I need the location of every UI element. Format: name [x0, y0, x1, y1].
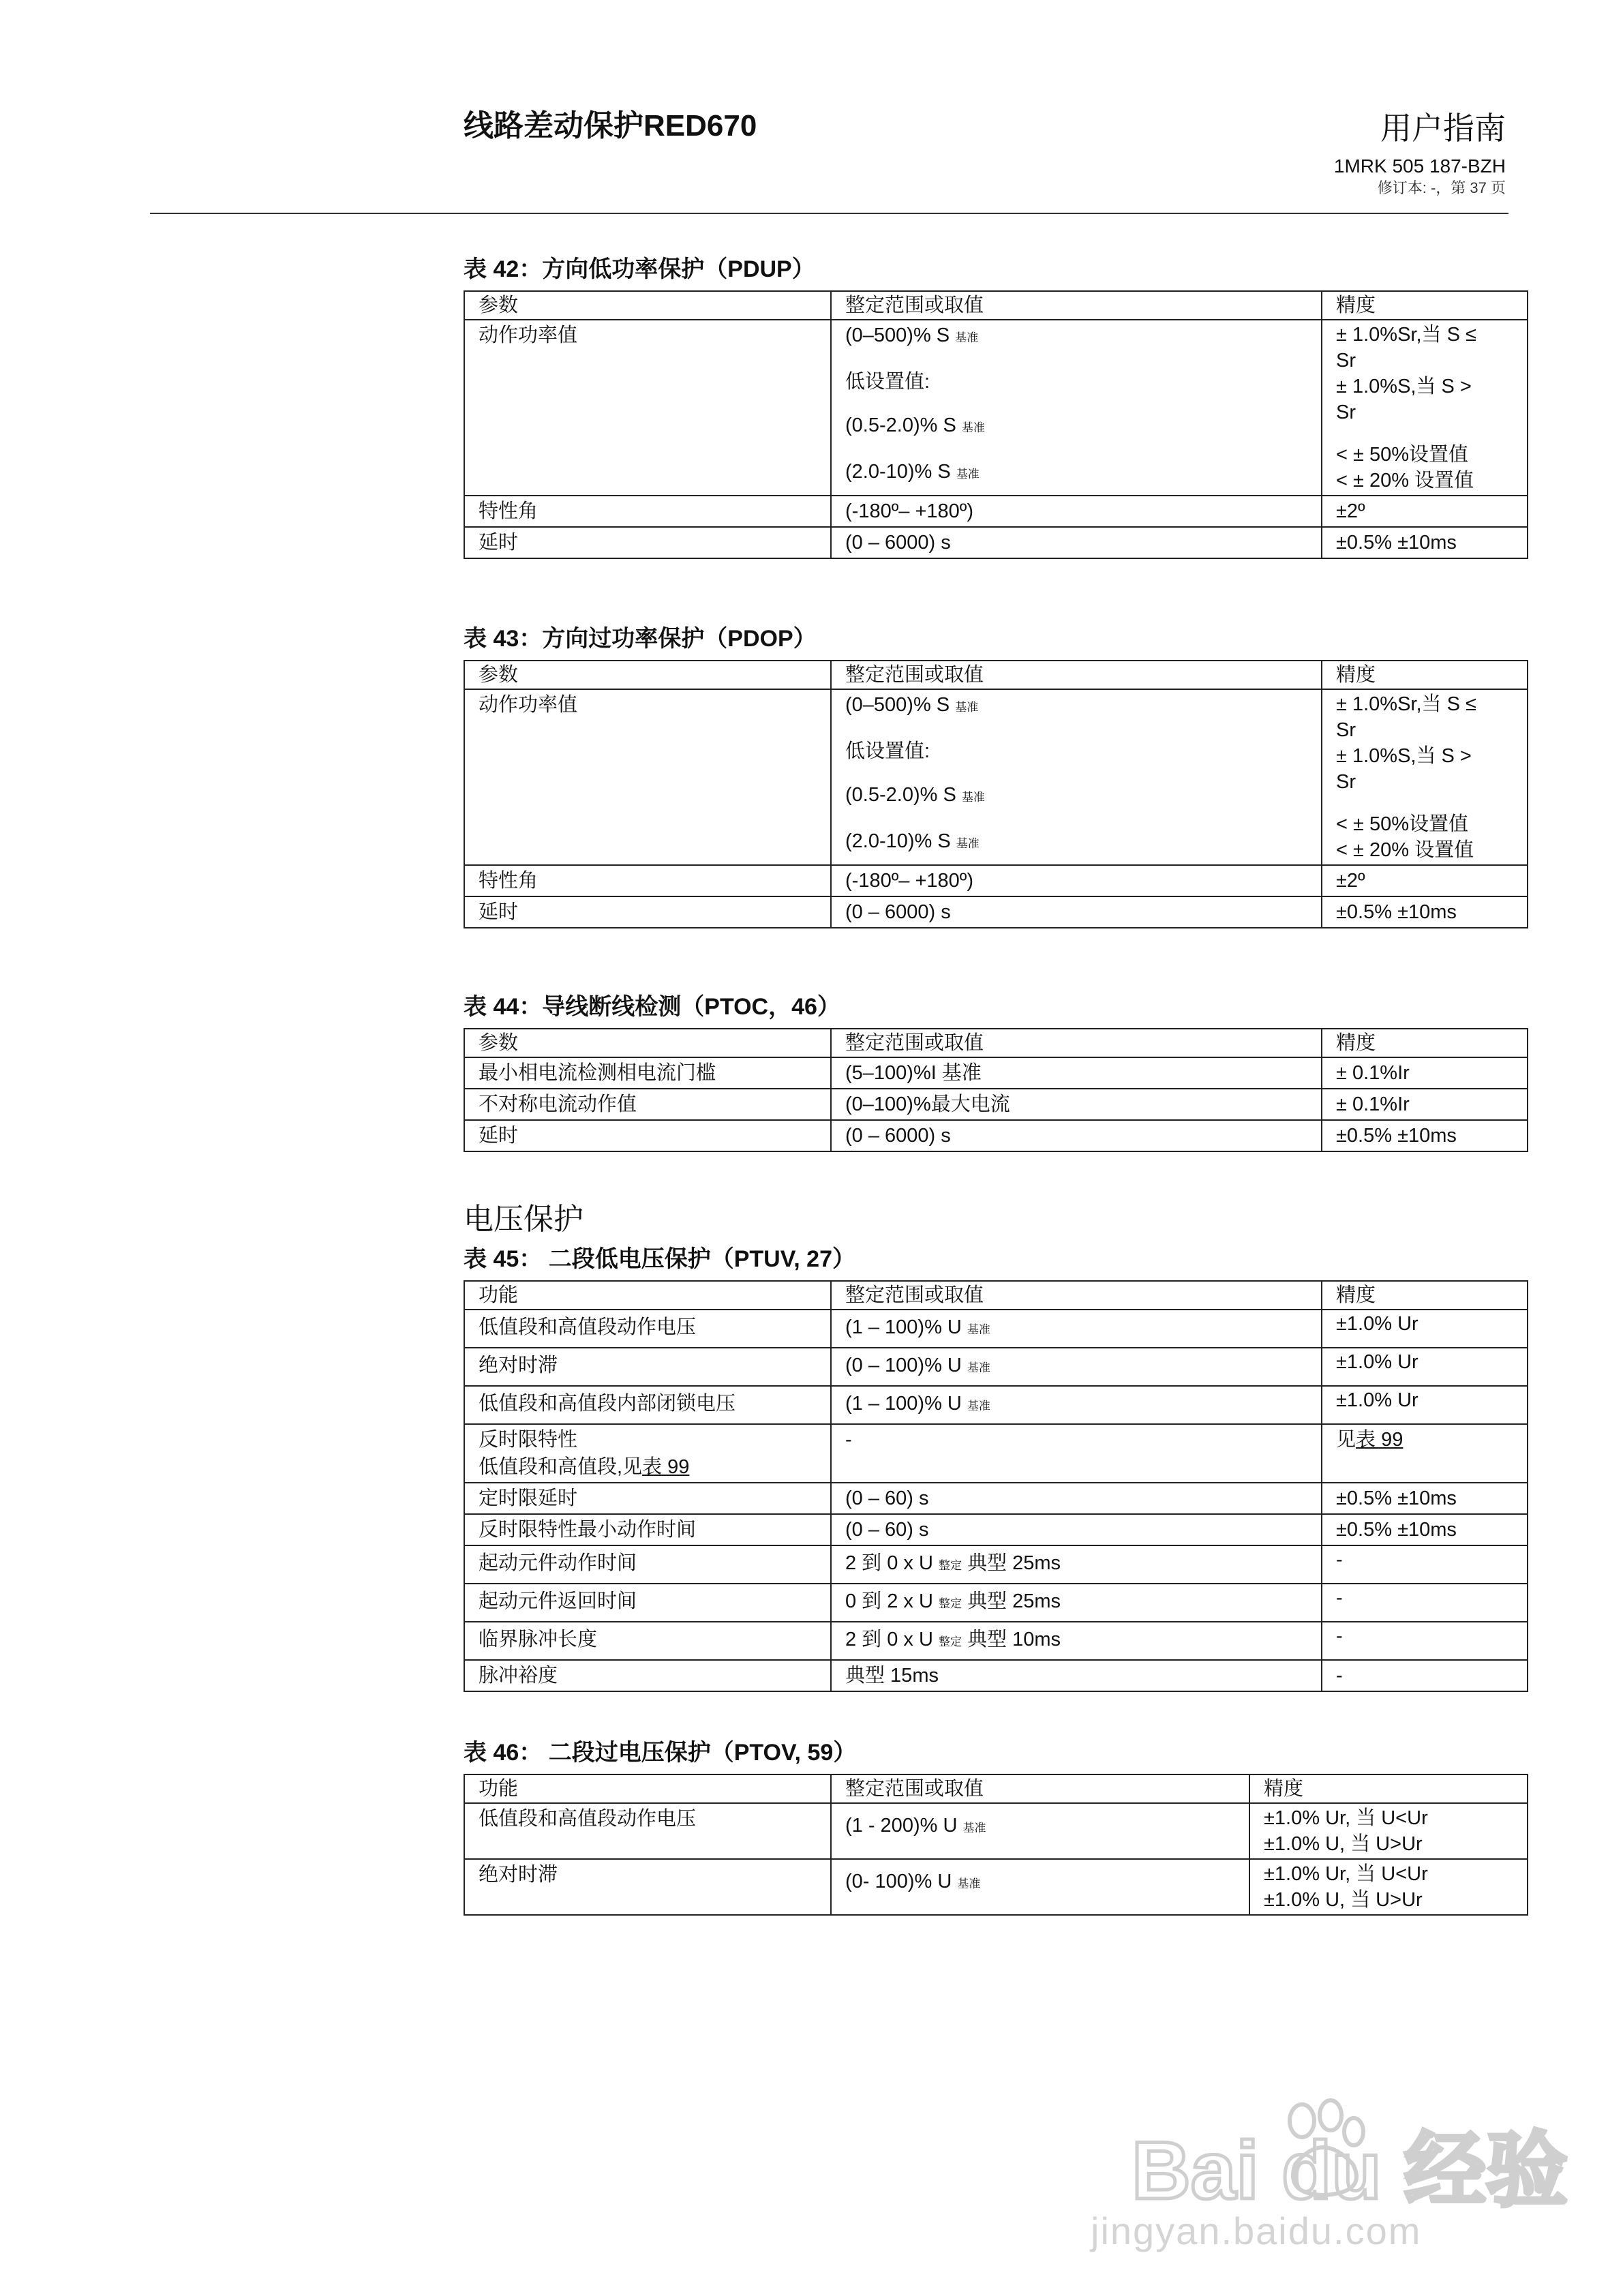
table-row	[464, 496, 1528, 527]
table-99-link[interactable]: 表 99	[642, 1456, 690, 1478]
range-value: (1 - 200)% U	[845, 1815, 958, 1837]
range-cell: (0–100)%最大电流	[831, 1089, 1322, 1120]
range-cell	[831, 1310, 1322, 1348]
accuracy-cell: ±0.5% ±10ms	[1322, 527, 1528, 558]
subscript-label: 基准	[961, 421, 985, 434]
table-row	[464, 896, 1528, 928]
param-line: 低值段和高值段,见	[479, 1456, 643, 1478]
header-cell: 功能	[464, 1281, 831, 1310]
table-row	[464, 1424, 1528, 1483]
table-row	[464, 1803, 1528, 1859]
range-cell	[831, 1622, 1322, 1660]
subscript-label: 整定	[939, 1635, 962, 1648]
accuracy-line: 见	[1336, 1429, 1356, 1451]
header-cell: 精度	[1249, 1774, 1528, 1803]
range-value: 2 到 0 x U	[845, 1629, 933, 1650]
document-title: 线路差动保护RED670	[464, 109, 757, 142]
header-cell: 功能	[464, 1774, 831, 1803]
table-45-caption: 表 45： 二段低电压保护（PTUV, 27）	[464, 1246, 855, 1272]
revision-page: 修订本: -，第 37 页	[1377, 179, 1506, 196]
accuracy-line: < ± 20% 设置值	[1336, 470, 1474, 492]
param-cell: 定时限延时	[464, 1483, 831, 1514]
accuracy-cell: -	[1322, 1660, 1528, 1691]
range-cell: (0 – 6000) s	[831, 1120, 1322, 1151]
subscript-label: 基准	[967, 1400, 990, 1413]
range-cell	[831, 689, 1322, 865]
param-cell: 绝对时滞	[464, 1348, 831, 1386]
table-42-block	[464, 255, 1527, 559]
header-cell: 整定范围或取值	[831, 1029, 1322, 1057]
accuracy-line: Sr	[1336, 719, 1356, 741]
header-cell: 精度	[1322, 291, 1528, 320]
range-value: (0- 100)% U	[845, 1871, 952, 1892]
accuracy-line: < ± 50%设置值	[1336, 813, 1469, 835]
range-value: (0.5-2.0)% S	[845, 784, 956, 806]
table-99-link[interactable]: 表 99	[1356, 1429, 1404, 1451]
range-cell	[831, 1803, 1249, 1859]
table-row	[464, 1120, 1528, 1151]
range-cell: 典型 15ms	[831, 1660, 1322, 1691]
accuracy-cell	[1249, 1859, 1528, 1915]
table-row	[464, 1348, 1528, 1386]
param-cell: 起动元件返回时间	[464, 1584, 831, 1622]
table-row	[464, 1057, 1528, 1089]
table-row	[464, 1514, 1528, 1545]
range-cell: (-180º– +180º)	[831, 865, 1322, 896]
table-45	[464, 1280, 1528, 1692]
range-cell	[831, 1348, 1322, 1386]
subscript-label: 基准	[967, 1323, 990, 1336]
range-value: 典型 25ms	[962, 1590, 1061, 1612]
range-value: 低设置值:	[845, 740, 930, 762]
table-header-row	[464, 1029, 1528, 1057]
accuracy-cell: ±0.5% ±10ms	[1322, 1483, 1528, 1514]
accuracy-cell: ±1.0% Ur	[1322, 1310, 1528, 1348]
accuracy-cell: -	[1322, 1545, 1528, 1584]
accuracy-cell	[1322, 1424, 1528, 1483]
header-cell: 参数	[464, 1029, 831, 1057]
header-cell: 整定范围或取值	[831, 291, 1322, 320]
range-cell: (-180º– +180º)	[831, 496, 1322, 527]
accuracy-cell: ±2º	[1322, 496, 1528, 527]
param-cell: 动作功率值	[464, 689, 831, 865]
param-cell: 延时	[464, 1120, 831, 1151]
range-value: (0 – 100)% U	[845, 1355, 962, 1376]
param-cell: 低值段和高值段动作电压	[464, 1803, 831, 1859]
range-cell	[831, 1584, 1322, 1622]
table-45-block	[464, 1245, 1527, 1692]
range-cell	[831, 320, 1322, 496]
param-cell: 低值段和高值段动作电压	[464, 1310, 831, 1348]
accuracy-line: Sr	[1336, 402, 1356, 423]
accuracy-cell: ±0.5% ±10ms	[1322, 896, 1528, 928]
accuracy-line: ±1.0% U, 当 U>Ur	[1264, 1833, 1423, 1855]
table-header-row	[464, 1281, 1528, 1310]
range-value: (2.0-10)% S	[845, 461, 951, 483]
table-row	[464, 1386, 1528, 1424]
param-cell: 特性角	[464, 496, 831, 527]
accuracy-cell: -	[1322, 1584, 1528, 1622]
header-cell: 参数	[464, 661, 831, 689]
accuracy-cell: ± 0.1%Ir	[1322, 1089, 1528, 1120]
param-cell: 最小相电流检测相电流门槛	[464, 1057, 831, 1089]
range-value: 2 到 0 x U	[845, 1552, 933, 1574]
accuracy-line: ±1.0% Ur, 当 U<Ur	[1264, 1807, 1428, 1829]
accuracy-line: < ± 20% 设置值	[1336, 839, 1474, 861]
param-cell: 低值段和高值段内部闭锁电压	[464, 1386, 831, 1424]
table-43-block	[464, 624, 1527, 928]
param-cell: 绝对时滞	[464, 1859, 831, 1915]
table-43	[464, 660, 1528, 928]
table-row	[464, 1545, 1528, 1584]
table-42	[464, 290, 1528, 559]
subscript-label: 基准	[955, 701, 979, 714]
header-divider	[150, 213, 1508, 214]
header-cell: 精度	[1322, 1281, 1528, 1310]
table-row	[464, 1859, 1528, 1915]
table-header-row	[464, 661, 1528, 689]
accuracy-line: ± 1.0%S,当 S >	[1336, 745, 1472, 767]
accuracy-line: ±1.0% U, 当 U>Ur	[1264, 1889, 1423, 1911]
subscript-label: 基准	[961, 791, 985, 804]
table-row	[464, 1622, 1528, 1660]
subscript-label: 基准	[967, 1361, 990, 1374]
param-cell: 延时	[464, 527, 831, 558]
range-value: (1 – 100)% U	[845, 1393, 962, 1415]
accuracy-line: Sr	[1336, 350, 1356, 372]
accuracy-cell	[1322, 320, 1528, 496]
param-cell: 动作功率值	[464, 320, 831, 496]
param-cell: 临界脉冲长度	[464, 1622, 831, 1660]
table-43-caption: 表 43：方向过功率保护（PDOP）	[464, 626, 817, 652]
header-cell: 参数	[464, 291, 831, 320]
user-guide-label: 用户指南	[1380, 110, 1506, 146]
subscript-label: 基准	[957, 1877, 981, 1890]
param-cell: 脉冲裕度	[464, 1660, 831, 1691]
accuracy-cell: ±0.5% ±10ms	[1322, 1120, 1528, 1151]
subscript-label: 整定	[939, 1597, 962, 1610]
table-row	[464, 1089, 1528, 1120]
range-cell	[831, 1545, 1322, 1584]
range-value: (0.5-2.0)% S	[845, 414, 956, 436]
accuracy-cell: ±1.0% Ur	[1322, 1386, 1528, 1424]
table-46	[464, 1774, 1528, 1916]
table-46-caption: 表 46： 二段过电压保护（PTOV, 59）	[464, 1740, 857, 1766]
range-cell	[831, 1386, 1322, 1424]
table-row	[464, 689, 1528, 865]
range-cell: (0 – 6000) s	[831, 527, 1322, 558]
param-cell: 特性角	[464, 865, 831, 896]
accuracy-line: ± 1.0%Sr,当 S ≤	[1336, 693, 1476, 715]
range-cell: (0 – 60) s	[831, 1514, 1322, 1545]
range-cell: (0 – 6000) s	[831, 896, 1322, 928]
range-value: (0–500)% S	[845, 324, 950, 346]
accuracy-cell: -	[1322, 1622, 1528, 1660]
range-value: (0–500)% S	[845, 694, 950, 716]
accuracy-cell: ±1.0% Ur	[1322, 1348, 1528, 1386]
table-row	[464, 1310, 1528, 1348]
range-value: 0 到 2 x U	[845, 1590, 933, 1612]
subscript-label: 整定	[939, 1559, 962, 1572]
range-cell: (0 – 60) s	[831, 1483, 1322, 1514]
header-cell: 精度	[1322, 661, 1528, 689]
range-value: 典型 25ms	[962, 1552, 1061, 1574]
table-44-block	[464, 993, 1527, 1152]
accuracy-line: ± 1.0%S,当 S >	[1336, 376, 1472, 397]
table-44	[464, 1028, 1528, 1152]
subscript-label: 基准	[962, 1822, 986, 1834]
range-cell	[831, 1859, 1249, 1915]
param-cell: 延时	[464, 896, 831, 928]
accuracy-line: < ± 50%设置值	[1336, 444, 1469, 466]
accuracy-cell: ±2º	[1322, 865, 1528, 896]
header-right	[1334, 109, 1506, 198]
header-cell: 精度	[1322, 1029, 1528, 1057]
table-row	[464, 865, 1528, 896]
subscript-label: 基准	[956, 468, 980, 481]
section-heading-voltage: 电压保护	[464, 1203, 583, 1236]
param-cell: 不对称电流动作值	[464, 1089, 831, 1120]
subscript-label: 基准	[956, 837, 980, 850]
param-cell	[464, 1424, 831, 1483]
range-cell: (5–100)%I 基准	[831, 1057, 1322, 1089]
table-row	[464, 320, 1528, 496]
range-value: 典型 10ms	[962, 1629, 1061, 1650]
table-row	[464, 527, 1528, 558]
param-cell: 反时限特性最小动作时间	[464, 1514, 831, 1545]
document-number: 1MRK 505 187-BZH	[1333, 155, 1506, 177]
table-row	[464, 1660, 1528, 1691]
table-42-caption: 表 42：方向低功率保护（PDUP）	[464, 256, 815, 282]
header-cell: 整定范围或取值	[831, 1774, 1249, 1803]
watermark-url: jingyan.baidu.com	[1091, 2209, 1422, 2252]
subscript-label: 基准	[955, 331, 979, 344]
range-value: (2.0-10)% S	[845, 830, 951, 852]
table-row	[464, 1483, 1528, 1514]
accuracy-cell: ±0.5% ±10ms	[1322, 1514, 1528, 1545]
table-44-caption: 表 44：导线断线检测（PTOC，46）	[464, 994, 840, 1020]
accuracy-cell	[1249, 1803, 1528, 1859]
header-cell: 整定范围或取值	[831, 661, 1322, 689]
accuracy-line: ±1.0% Ur, 当 U<Ur	[1264, 1863, 1428, 1885]
accuracy-cell	[1322, 689, 1528, 865]
table-header-row	[464, 291, 1528, 320]
table-46-block	[464, 1738, 1527, 1916]
accuracy-line: Sr	[1336, 771, 1356, 793]
watermark-logo-text: Bai du 经验	[1132, 2125, 1568, 2216]
accuracy-cell: ± 0.1%Ir	[1322, 1057, 1528, 1089]
accuracy-line: ± 1.0%Sr,当 S ≤	[1336, 324, 1476, 346]
param-cell: 起动元件动作时间	[464, 1545, 831, 1584]
range-value: 低设置值:	[845, 371, 930, 393]
range-value: (1 – 100)% U	[845, 1316, 962, 1338]
param-line: 反时限特性	[479, 1429, 578, 1451]
header-cell: 整定范围或取值	[831, 1281, 1322, 1310]
range-cell: -	[831, 1424, 1322, 1483]
table-row	[464, 1584, 1528, 1622]
table-header-row	[464, 1774, 1528, 1803]
